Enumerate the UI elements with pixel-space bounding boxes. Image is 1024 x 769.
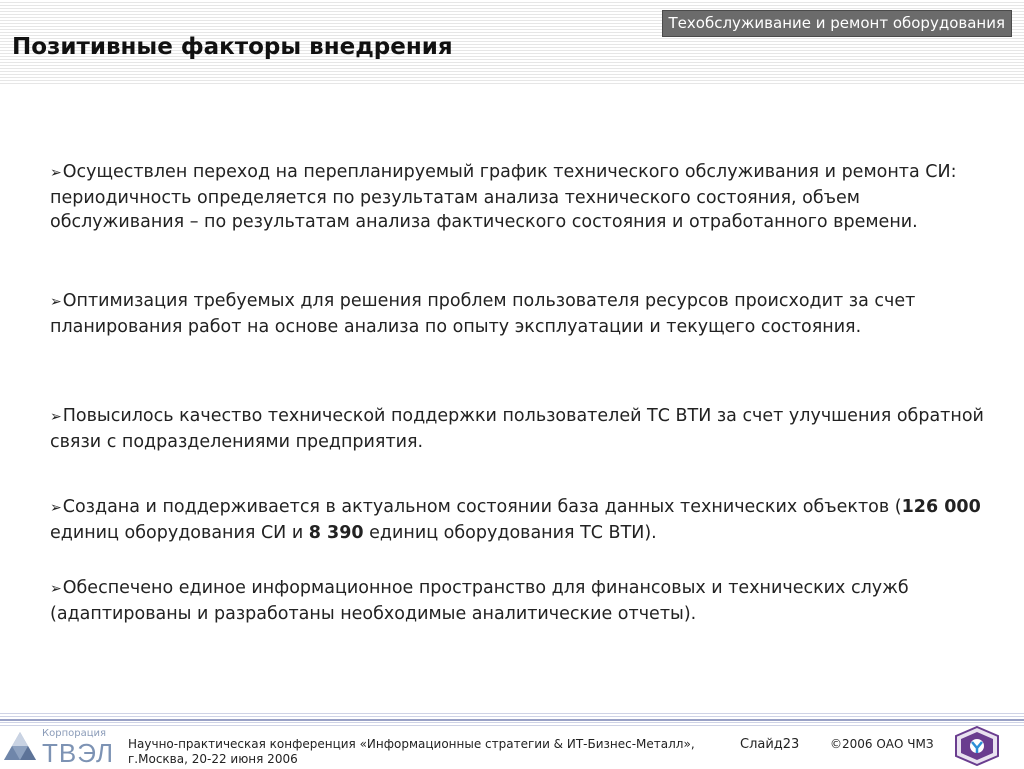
bullet-text: Обеспечено единое информационное пространство для финансовых и технических служб (адаптированы и разработаны необходимые аналитические отчеты). xyxy=(50,578,909,624)
list-item xyxy=(50,160,990,235)
arrow-bullet-icon: ➢ xyxy=(50,294,62,310)
arrow-bullet-icon: ➢ xyxy=(50,409,62,425)
count-si: 126 000 xyxy=(901,497,981,517)
page-title: Позитивные факторы внедрения xyxy=(12,34,453,60)
logo-caption: Корпорация xyxy=(42,728,107,739)
bullet-text: Оптимизация требуемых для решения проблем пользователя ресурсов происходит за счет планирования работ на основе анализа по опыту эксплуатации и текущего состояния. xyxy=(50,291,916,337)
bullet-text: Осуществлен переход на перепланируемый график технического обслуживания и ремонта СИ: периодичность определяется по результатам анализа технического состояния, объем обслуживания – по результатам анализа фактического состояния и отработанного времени. xyxy=(50,162,957,232)
conference-info xyxy=(128,737,695,767)
arrow-bullet-icon: ➢ xyxy=(50,165,62,181)
bullet-text-part: единиц оборудования СИ и xyxy=(50,522,309,543)
list-item xyxy=(50,576,990,626)
bullet-text-part: единиц оборудования ТС ВТИ). xyxy=(363,522,657,543)
copyright: ©2006 ОАО ЧМЗ xyxy=(830,737,934,751)
tvel-logo-icon xyxy=(2,730,38,764)
conference-location: г.Москва, 20-22 июня 2006 xyxy=(128,752,298,766)
list-item xyxy=(50,404,990,454)
header-band xyxy=(0,0,1024,86)
arrow-bullet-icon: ➢ xyxy=(50,581,62,597)
list-item xyxy=(50,495,990,545)
conference-line: Научно-практическая конференция «Информационные стратегии & ИТ-Бизнес-Металл», xyxy=(128,737,695,751)
footer-divider-accent xyxy=(0,719,1024,721)
bullet-text: Повысилось качество технической поддержки пользователей ТС ВТИ за счет улучшения обратной связи с подразделениями предприятия. xyxy=(50,406,984,452)
section-badge: Техобслуживание и ремонт оборудования xyxy=(662,10,1013,37)
bullet-text-part: Создана и поддерживается в актуальном состоянии база данных технических объектов ( xyxy=(62,497,902,517)
arrow-bullet-icon: ➢ xyxy=(50,500,62,516)
tvel-logo xyxy=(2,728,120,766)
count-ts-vti: 8 390 xyxy=(308,522,364,543)
slide-number: Слайд23 xyxy=(740,737,800,752)
list-item xyxy=(50,289,990,339)
chmz-emblem-icon xyxy=(954,726,1000,766)
logo-wordmark: ТВЭЛ xyxy=(42,738,115,768)
